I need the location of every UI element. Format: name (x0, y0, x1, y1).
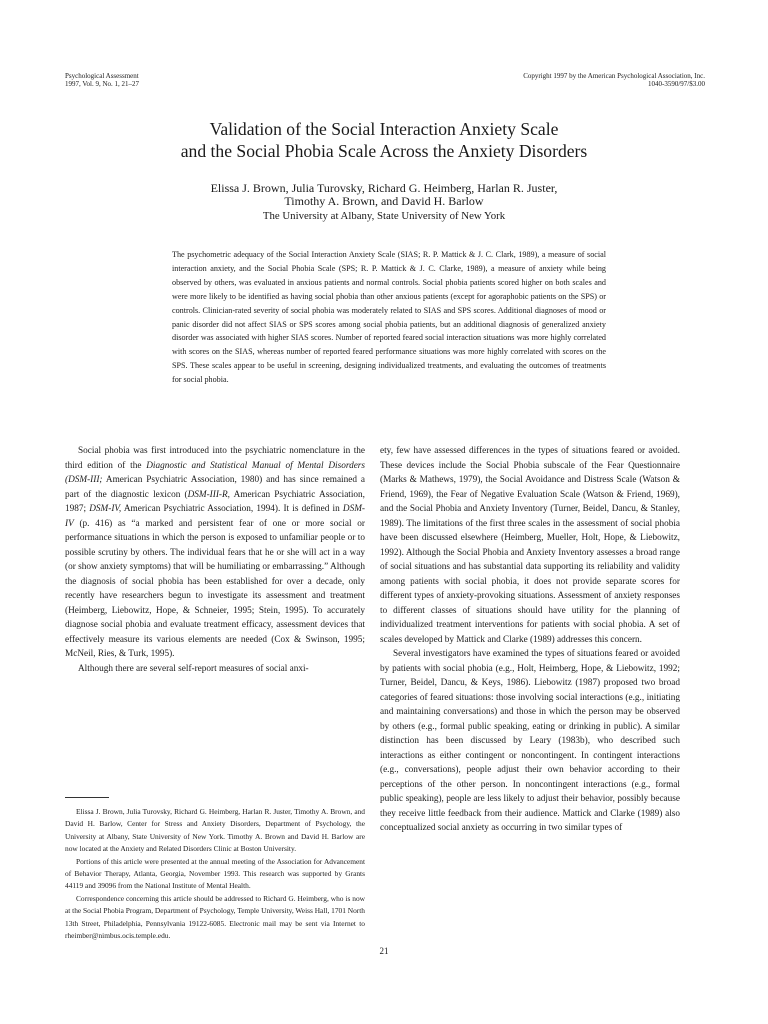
body-column-right (380, 444, 680, 836)
article-title (60, 118, 708, 162)
copyright-line: Copyright 1997 by the American Psychological Association, Inc. (523, 72, 705, 80)
journal-volume: 1997, Vol. 9, No. 1, 21–27 (65, 80, 140, 88)
italic-text: DSM-III-R, (187, 489, 230, 500)
italic-text: DSM-IV, (89, 504, 122, 514)
author-list (60, 182, 708, 208)
title-line-1: Validation of the Social Interaction Anxiety Scale (209, 119, 559, 139)
body-column-left (65, 444, 365, 676)
italic-text: Diagnostic and Statistical Manual of Mental Disorders (DSM-III; (65, 460, 365, 485)
authors-line-2: Timothy A. Brown, and David H. Barlow (284, 194, 484, 208)
body-paragraph: Several investigators have examined the types of situations feared or avoided by patients with social phobia (e.g., Holt, Heimberg, Hope, & Liebowitz, 1992; Turner, Beidel, Dancu, & Keys, 1986). Liebowitz (1987) proposed two broad categories of feared situations: those involving social interactions (e.g., initiating and maintaining conversations) and those in which the person may be observed by others (e.g., formal public speaking, eating or drinking in public). A similar distinction has been discussed by Leary (1983b), who described such interactions as either contingent or noncontingent. In contingent interactions (e.g., conversations), people adjust their own behavior according to their perceptions of the other person. In noncontingent interactions (e.g., formal public speaking), people are less likely to adjust their behavior, possibly because they receive little feedback from their audience. Mattick and Clarke (1989) also conceptualized social anxiety as occurring in two similar types of (380, 649, 680, 833)
page-number: 21 (379, 946, 389, 956)
text-run: Social phobia was first introduced into the psychiatric nomenclature in the third edition of the (65, 446, 365, 471)
title-line-2: and the Social Phobia Scale Across the Anxiety Disorders (180, 141, 588, 161)
journal-name: Psychological Assessment (65, 72, 139, 80)
body-paragraph (65, 444, 365, 662)
author-note (65, 806, 365, 942)
text-run: American Psychiatric Association, 1980) and has since remained a part of the diagnostic lexicon ( (65, 475, 365, 500)
authors-line-1: Elissa J. Brown, Julia Turovsky, Richard G. Heimberg, Harlan R. Juster, (210, 181, 558, 195)
article-code: 1040-3590/97/$3.00 (648, 80, 705, 88)
body-paragraph: ety, few have assessed differences in the types of situations feared or avoided. These devices include the Social Phobia subscale of the Fear Questionnaire (Marks & Mathews, 1979), the Social Avoidance and Distress Scale (Watson & Friend, 1969), the Fear of Negative Evaluation Scale (Watson & Friend, 1969), and the Social Phobia and Anxiety Inventory (Turner, Beidel, Dancu, & Stanley, 1989). The limitations of the first three scales in the assessment of social phobia have been discussed elsewhere (Heimberg, Mueller, Holt, Hope, & Liebowitz, 1992). Although the Social Phobia and Anxiety Inventory assesses a broad range of social situations and has substantial data supporting its reliability and validity among patients with social phobia, it does not provide separate scores for different types of anxiety-provoking situations. Assessment of anxiety responses to different classes of situations should have utility for the planning of individualized treatment interventions for patients with social phobia. A set of scales developed by Mattick and Clarke (1989) addresses this concern. (380, 446, 680, 645)
footnote-divider (65, 797, 109, 798)
journal-citation (65, 72, 295, 88)
text-run: (p. 416) as “a marked and persistent fear of one or more social or performance situations in which the person is exposed to unfamiliar people or to possible scrutiny by others. The individual fears that he or she will act in a way (or show anxiety symptoms) that will be humiliating or embarrassing.” Although the diagnosis of social phobia has been established for over a decade, only recently have researchers begun to investigate its assessment and treatment (Heimberg, Liebowitz, Hope, & Schneier, 1995; Stein, 1995). To accurately diagnose social phobia and evaluate treatment efficacy, assessment devices that effectively measure its various elements are needed (Cox & Swinson, 1995; McNeil, Ries, & Turk, 1995). (65, 518, 365, 659)
italic-text: DSM-IV (65, 504, 365, 529)
body-paragraph: Although there are several self-report measures of social anxi- (78, 663, 309, 674)
copyright-notice (385, 72, 705, 88)
footnote-paragraph: Portions of this article were presented at the annual meeting of the Association for Advancement of Behavior Therapy, Atlanta, Georgia, November 1993. This research was supported by Grants 44119 and 39096 from the National Institute of Mental Health. (65, 856, 365, 891)
author-affiliation: The University at Albany, State University of New York (262, 210, 506, 222)
abstract: The psychometric adequacy of the Social Interaction Anxiety Scale (SIAS; R. P. Mattick & J. C. Clark, 1989), a measure of social interaction anxiety, and the Social Phobia Scale (SPS; R. P. Mattick & J. C. Clarke, 1989), a measure of anxiety while being observed by others, was evaluated in anxious patients and normal controls. Social phobia patients scored higher on both scales and were more likely to be identified as having social phobia than other anxious patients (except for agoraphobic patients on the SPS) or controls. Clinician-rated severity of social phobia was moderately related to SIAS and SPS scores. Additional diagnoses of mood or panic disorder did not affect SIAS or SPS scores among social phobia patients, but an additional diagnosis of generalized anxiety disorder was associated with higher SIAS scores. Number of reported feared social interaction situations was more highly correlated with scores on the SIAS, whereas number of reported feared performance situations was more highly correlated with scores on the SPS. These scales appear to be useful in screening, designing individualized treatments, and evaluating the outcomes of treatments for social phobia. (172, 250, 606, 385)
footnote-paragraph: Correspondence concerning this article should be addressed to Richard G. Heimberg, who is now at the Social Phobia Program, Department of Psychology, Temple University, Weiss Hall, 1701 North 13th Street, Philadelphia, Pennsylvania 19122-6085. Electronic mail may be sent via Internet to rheimber@nimbus.ocis.temple.edu. (65, 893, 366, 941)
text-run: American Psychiatric Association, 1987; (65, 489, 365, 514)
text-run: American Psychiatric Association, 1994). It is defined in (121, 504, 343, 514)
footnote-paragraph: Elissa J. Brown, Julia Turovsky, Richard G. Heimberg, Harlan R. Juster, Timothy A. Brown, and David H. Barlow, Center for Stress and Anxiety Disorders, Department of Psychology, the University at Albany, State University of New York. Timothy A. Brown and David H. Barlow are now located at the Anxiety and Related Disorders Clinic at Boston University. (65, 807, 365, 854)
